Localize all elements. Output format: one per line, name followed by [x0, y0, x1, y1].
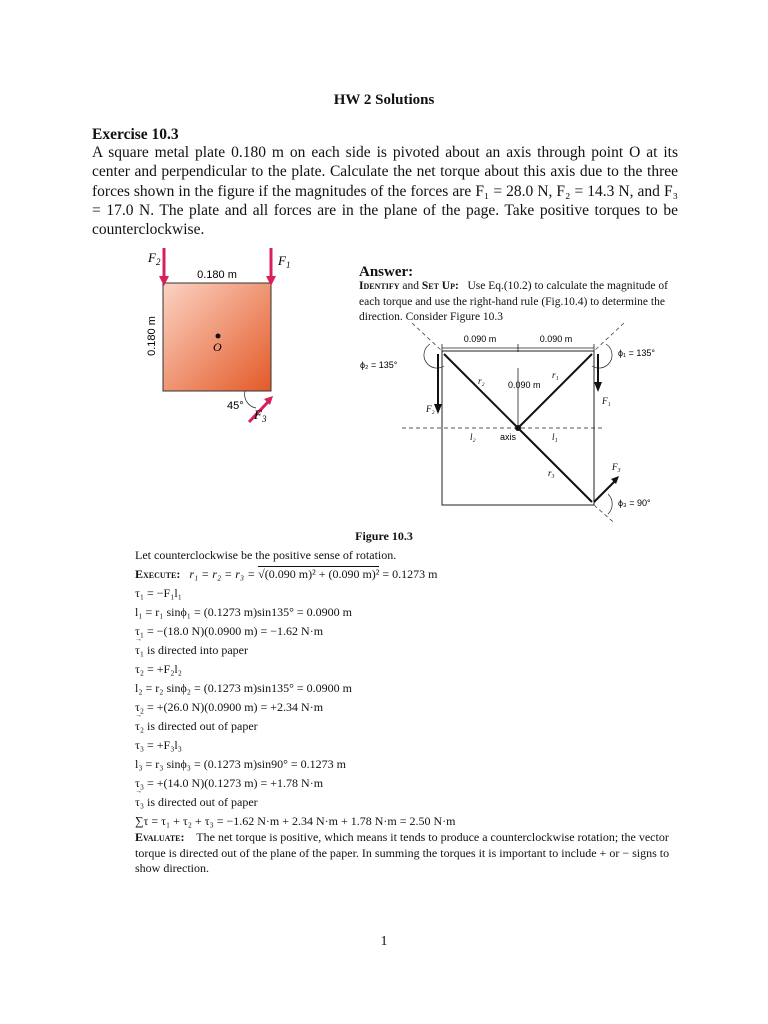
l1-label: l₁	[552, 432, 558, 442]
solution-line: l₃ = r₃ sinϕ₃ = (0.1273 m)sin90° = 0.1273 m	[135, 757, 346, 771]
dim-mid-label: 0.090 m	[508, 380, 541, 390]
problem-statement: A square metal plate 0.180 m on each side is pivoted about an axis through point O at its center and perpendicular to the plate. Calculate the net torque about this axis due to the three forces shown in the figure if the magnitudes of the forces are F₁ = 28.0 N, F₂ = 14.3 N, and F₃ = 17.0 N. The plate and all forces are in the plane of the page. Take positive torques to be counterclockwise.	[92, 144, 678, 239]
r2-label: r₂	[478, 376, 485, 386]
solution-line: τ₁ = −F₁l₁	[135, 586, 182, 600]
solution-line: τ₁ = −(18.0 N)(0.0900 m) = −1.62 N·m	[135, 624, 324, 638]
geometry-figure	[352, 318, 682, 523]
l2-label: l₂	[470, 432, 476, 442]
page-title: HW 2 Solutions	[333, 92, 435, 108]
solution-line: → τ₃ is directed out of paper	[135, 795, 258, 810]
solution-line: τ₃ = +F₃l₃	[135, 738, 182, 752]
side-dimension: 0.180 m	[146, 316, 158, 356]
f2-label: F₂	[426, 404, 435, 414]
phi1-arc	[592, 344, 612, 368]
phi2-label: ϕ₂ = 135°	[360, 360, 398, 370]
f1-head	[594, 382, 602, 392]
angle-arc	[245, 391, 256, 408]
solution-line: τ₂ = +F₂l₂	[135, 662, 182, 676]
figure-caption: Figure 10.3	[355, 529, 413, 543]
solution-line: τ₃ = +(14.0 N)(0.1273 m) = +1.78 N·m	[135, 776, 324, 790]
f1-label: F₁	[602, 396, 611, 406]
identify-setup: Identify and Set Up: Use Eq.(10.2) to calculate the magnitude of each torque and use the right-hand rule (Fig.10.4) to determine the direction. Consider Figure 10.3	[359, 280, 668, 323]
r1-vector	[518, 354, 592, 428]
solution-line: → τ₁ is directed into paper	[135, 643, 248, 658]
top-dimension: 0.180 m	[197, 269, 237, 281]
pivot-point	[216, 334, 221, 339]
phi3-arc	[608, 494, 612, 514]
angle-label: 45°	[227, 400, 244, 412]
r3-label: r₃	[548, 468, 555, 478]
net-torque-line: ∑τ = τ₁ + τ₂ + τ₃ = −1.62 N·m + 2.34 N·m + 1.78 N·m = 2.50 N·m	[135, 814, 456, 828]
f3-vector	[594, 480, 616, 502]
evaluate-paragraph: Evaluate: The net torque is positive, which means it tends to produce a counterclockwise rotation; the vector torque is directed out of the plane of the paper. In summing the torques it is important to include + or − signs to show direction.	[135, 830, 670, 875]
r2-vector	[444, 354, 518, 428]
phi2-arc	[424, 344, 444, 368]
phi3-label: ϕ₃ = 90°	[618, 498, 651, 508]
point-o-label: O	[213, 340, 222, 354]
answer-heading: Answer:	[359, 264, 414, 280]
solution-intro: Let counterclockwise be the positive sense of rotation.	[135, 548, 397, 562]
execute-line: Execute: r₁ = r₂ = r₃ = √(0.090 m)² + (0.090 m)² = 0.1273 m	[135, 567, 438, 581]
solution-line: l₂ = r₂ sinϕ₂ = (0.1273 m)sin135° = 0.0900 m	[135, 681, 352, 695]
f2-head	[434, 404, 442, 414]
f3-label: $F_3$	[254, 407, 267, 424]
solution-line: τ₂ = +(26.0 N)(0.0900 m) = +2.34 N·m	[135, 700, 324, 714]
exercise-heading: Exercise 10.3	[92, 126, 179, 143]
f2-label: $F_2$	[148, 250, 161, 267]
dim-left-label: 0.090 m	[463, 334, 497, 344]
solution-line: l₁ = r₁ sinϕ₁ = (0.1273 m)sin135° = 0.0900 m	[135, 605, 352, 619]
dash-ext-3	[594, 505, 620, 523]
plate-figure	[130, 236, 340, 431]
r1-label: r₁	[552, 370, 559, 380]
f3-label: F₃	[612, 462, 621, 472]
dim-right-label: 0.090 m	[539, 334, 573, 344]
phi1-label: ϕ₁ = 135°	[618, 348, 655, 358]
axis-label: axis	[500, 432, 517, 442]
solution-line: → τ₂ is directed out of paper	[135, 719, 258, 734]
page-number: 1	[380, 934, 388, 949]
f1-label: $F_1$	[278, 253, 291, 270]
axis-point	[515, 425, 521, 431]
